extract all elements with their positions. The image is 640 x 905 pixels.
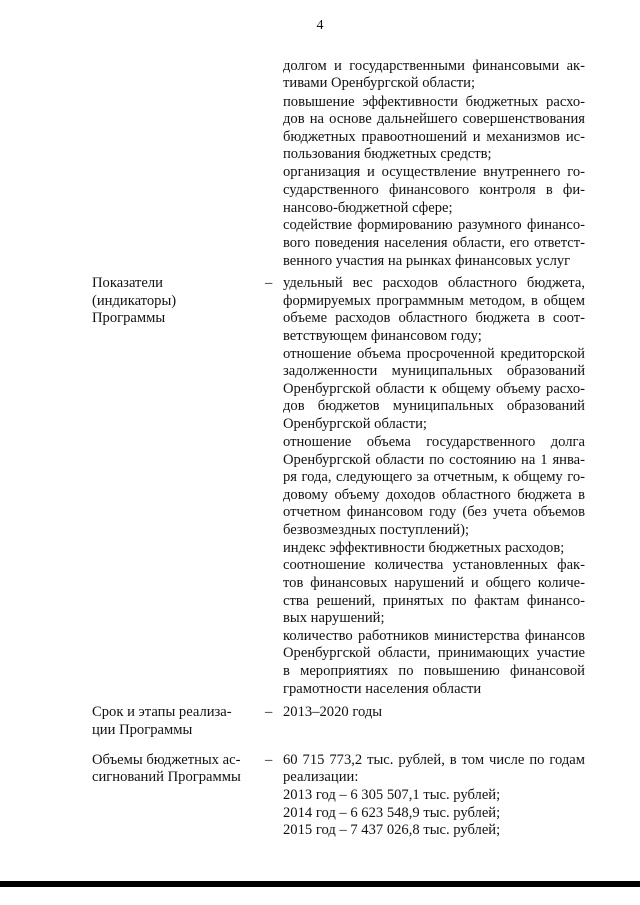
indicators-line: отношение объема государственного долга xyxy=(283,434,585,450)
indicators-line: ря года, следующего за отчетным, к общему го- xyxy=(283,469,585,485)
term-value: 2013–2020 годы xyxy=(283,704,383,720)
indicators-line: ства решений, принятых по фактам финансо- xyxy=(283,593,585,609)
tasks-line: бюджетных правоотношений и механизмов ис- xyxy=(283,129,585,145)
indicators-label-line: Программы xyxy=(92,310,166,326)
tasks-line: вого поведения населения области, его ответст- xyxy=(283,235,585,251)
indicators-line: тов финансовых нарушений и общего количе- xyxy=(283,575,585,591)
indicators-label-line: Показатели xyxy=(92,275,163,291)
budget-line: 60 715 773,2 тыс. рублей, в том числе по годам xyxy=(283,752,585,768)
tasks-line: долгом и государственными финансовыми ак- xyxy=(283,58,585,74)
indicators-line: Оренбургской области, принимающих участие xyxy=(283,645,585,661)
indicators-line: Оренбургской области к общему объему расхо- xyxy=(283,381,585,397)
tasks-line: пользования бюджетных средств; xyxy=(283,146,492,162)
page-number: 4 xyxy=(316,18,324,33)
indicators-line: удельный вес расходов областного бюджета, xyxy=(283,275,585,291)
tasks-line: организация и осуществление внутреннего го- xyxy=(283,164,585,180)
indicators-line: отношение объема просроченной кредиторской xyxy=(283,346,585,362)
budget-line: 2015 год – 7 437 026,8 тыс. рублей; xyxy=(283,822,501,838)
tasks-line: сударственного финансового контроля в фи- xyxy=(283,182,585,198)
budget-label-line: Объемы бюджетных ас- xyxy=(92,752,241,768)
bottom-rule xyxy=(0,881,640,887)
term-label-line: Срок и этапы реализа- xyxy=(92,704,232,720)
tasks-line: тивами Оренбургской области; xyxy=(283,75,476,91)
budget-dash: – xyxy=(265,752,273,768)
indicators-dash: – xyxy=(265,275,273,291)
tasks-line: венного участия на рынках финансовых услуг xyxy=(283,253,571,269)
tasks-line: содействие формированию разумного финансо- xyxy=(283,217,585,233)
indicators-line: в мероприятиях по повышению финансовой xyxy=(283,663,585,679)
indicators-line: отчетном финансовом году (без учета объемов xyxy=(283,504,585,520)
indicators-line: довому объему доходов областного бюджета в xyxy=(283,487,585,503)
indicators-line: объеме расходов областного бюджета в соот- xyxy=(283,310,585,326)
indicators-line: соотношение количества установленных фак- xyxy=(283,557,585,573)
indicators-line: формируемых программным методом, в общем xyxy=(283,293,585,309)
indicators-line: индекс эффективности бюджетных расходов; xyxy=(283,540,565,556)
indicators-line: задолженности муниципальных образований xyxy=(283,363,585,379)
term-dash: – xyxy=(265,704,273,720)
tasks-line: нансово-бюджетной сфере; xyxy=(283,200,453,216)
indicators-line: количество работников министерства финансов xyxy=(283,628,585,644)
tasks-line: дов на основе дальнейшего совершенствования xyxy=(283,111,585,127)
budget-line: 2014 год – 6 623 548,9 тыс. рублей; xyxy=(283,805,501,821)
indicators-line: дов бюджетов муниципальных образований xyxy=(283,398,585,414)
indicators-line: Оренбургской области; xyxy=(283,416,427,432)
indicators-line: безвозмездных поступлений); xyxy=(283,522,470,538)
budget-line: 2013 год – 6 305 507,1 тыс. рублей; xyxy=(283,787,501,803)
indicators-line: вых нарушений; xyxy=(283,610,385,626)
indicators-line: ветствующем финансовом году; xyxy=(283,328,482,344)
budget-label-line: сигнований Программы xyxy=(92,769,241,785)
indicators-line: Оренбургской области по состоянию на 1 янва- xyxy=(283,452,585,468)
term-label-line: ции Программы xyxy=(92,722,193,738)
tasks-line: повышение эффективности бюджетных расхо- xyxy=(283,94,585,110)
budget-line: реализации: xyxy=(283,769,359,785)
indicators-line: грамотности населения области xyxy=(283,681,482,697)
indicators-label-line: (индикаторы) xyxy=(92,293,177,309)
